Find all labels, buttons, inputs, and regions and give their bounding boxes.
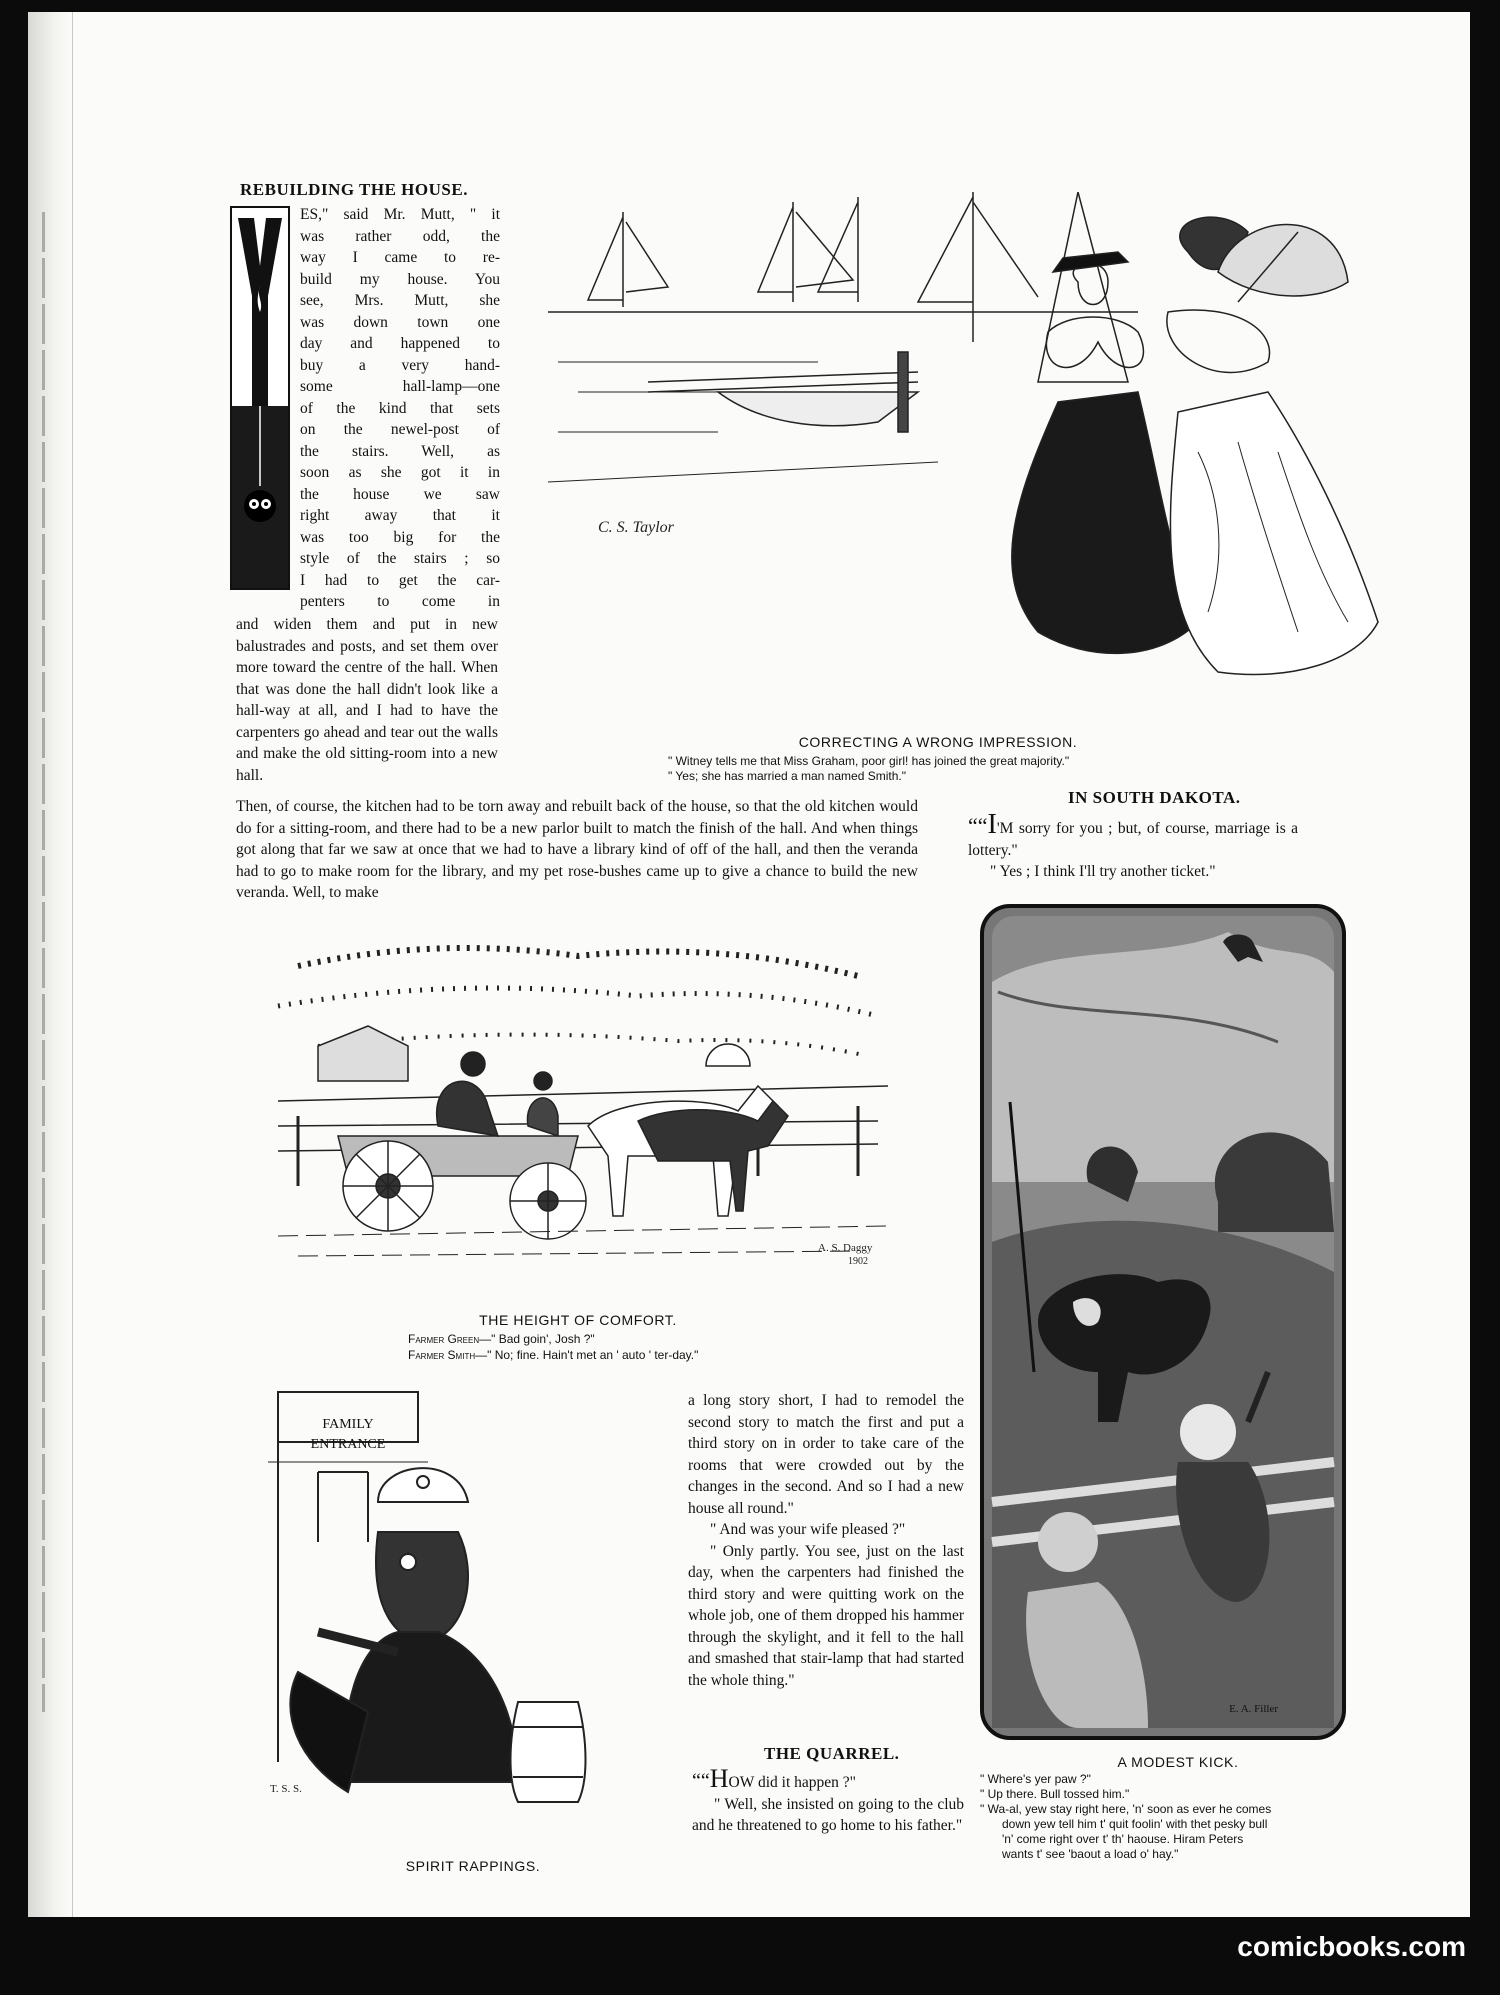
article-column-1-continued — [236, 614, 498, 786]
text-line: style of the stairs ; so — [300, 550, 500, 567]
speech-text: —" No; fine. Hain't met an ' auto ' ter-day." — [475, 1348, 699, 1362]
open-quote: ““ — [692, 1770, 710, 1792]
text-line: see, Mrs. Mutt, she — [300, 292, 500, 309]
dialogue-line — [968, 809, 1298, 861]
caption-title: SPIRIT RAPPINGS. — [405, 1858, 541, 1874]
open-quote: ““ — [968, 813, 988, 838]
watermark: comicbooks.com — [1237, 1931, 1466, 1962]
caption-line: " Yes; she has married a man named Smith." — [668, 769, 906, 783]
dialogue-line: " Well, she insisted on going to the club and he threatened to go home to his father." — [692, 1795, 964, 1834]
illustration-signature: C. S. Taylor — [598, 519, 674, 536]
paragraph: " And was your wife pleased ?" — [710, 1521, 906, 1538]
text-line: day and happened to — [300, 335, 500, 352]
illustration-spirit-rappings — [258, 1382, 658, 1822]
sign-line-1: FAMILY — [322, 1417, 374, 1432]
text-line: the stairs. Well, as — [300, 442, 500, 460]
caption-line — [408, 1332, 928, 1347]
drop-cap-y-icon — [230, 206, 290, 590]
section-title-south-dakota: IN SOUTH DAKOTA. — [1068, 788, 1241, 807]
illustration-signature: T. S. S. — [270, 1783, 302, 1795]
speaker-name: Farmer Green — [408, 1332, 480, 1346]
dialogue-cap: I — [987, 809, 997, 840]
text-line: penters to come in — [300, 593, 500, 610]
caption-line: " Up there. Bull tossed him." — [980, 1787, 1130, 1801]
text-line: ES," said Mr. Mutt, " it — [300, 206, 500, 223]
dialogue-line: " Yes ; I think I'll try another ticket." — [990, 863, 1216, 880]
article-column-1 — [300, 204, 500, 613]
caption-line: " Witney tells me that Miss Graham, poor girl! has joined the great majority." — [668, 754, 1070, 768]
caption-title: A MODEST KICK. — [1117, 1754, 1239, 1770]
caption-dialogue — [980, 1772, 1370, 1862]
dialogue-text: OW did it happen ?" — [728, 1774, 856, 1791]
text-line: right away that it — [300, 507, 500, 524]
page-spine — [28, 12, 73, 1917]
article-wide-paragraph — [236, 796, 918, 904]
paragraph: Then, of course, the kitchen had to be torn away and rebuilt back of the house, so that the old kitchen would do for a sitting-room, and there had to be a new parlor built to match the finish of the hall. And when things got along that far we saw at once that we had to have a library kind of off of the hall, and then the veranda had to go to make room for the library, and my pet rose-bushes came up to give a chance to build the new veranda. Well, to make — [236, 798, 918, 901]
dialogue-text: 'M sorry for you ; but, of course, marriage is a lottery." — [968, 820, 1298, 859]
article-continued — [688, 1390, 964, 1691]
dialogue-cap: H — [709, 1764, 729, 1793]
caption-line: wants t' see 'baout a load o' hay." — [1002, 1847, 1179, 1861]
text-line: I had to get the car- — [300, 571, 500, 589]
text-line: buy a very hand- — [300, 356, 500, 374]
dialogue-line — [692, 1764, 964, 1794]
article-title: REBUILDING THE HOUSE. — [240, 180, 468, 199]
caption-line: " Wa-al, yew stay right here, 'n' soon as ever he comes — [980, 1802, 1272, 1816]
caption-line: down yew tell him t' quit foolin' with thet pesky bull — [1002, 1817, 1268, 1831]
illustration-signature: E. A. Filler — [1229, 1703, 1278, 1715]
text-line: way I came to re- — [300, 249, 500, 266]
caption-line — [408, 1348, 928, 1363]
illustration-height-of-comfort — [258, 936, 908, 1281]
illustration-modest-kick — [978, 902, 1348, 1742]
quarrel-joke — [692, 1764, 964, 1837]
caption-title: CORRECTING A WRONG IMPRESSION. — [798, 734, 1078, 750]
paragraph: a long story short, I had to remodel the second story to match the first and put a third story on in order to take care of the rooms that were crowded out by the changes in the second. And so I had a new house all round." — [688, 1392, 964, 1517]
text-line: build my house. You — [300, 270, 500, 288]
text-line: some hall-lamp—one — [300, 378, 500, 395]
illustration-correcting-impression — [518, 192, 1388, 692]
speaker-name: Farmer Smith — [408, 1348, 476, 1362]
caption-line: 'n' come right over t' th' haouse. Hiram Peters — [1002, 1832, 1244, 1846]
text-line: was down town one — [300, 313, 500, 331]
drop-cap-illustration — [230, 206, 290, 590]
magazine-page — [28, 12, 1470, 1917]
sailboat-ladies-drawing — [518, 192, 1388, 692]
section-title-quarrel: THE QUARREL. — [764, 1744, 900, 1763]
text-line: was rather odd, the — [300, 227, 500, 245]
speech-text: —" Bad goin', Josh ?" — [479, 1332, 595, 1346]
text-line: soon as she got it in — [300, 464, 500, 481]
bull-field-drawing — [978, 902, 1348, 1742]
farmers-cart-drawing — [258, 936, 908, 1281]
paragraph: " Only partly. You see, just on the last day, when the carpenters had finished the third story and were quitting work on the whole job, one of them dropped his hammer through the skylight, and it fell to the hall and smashed that stair-lamp that had started the whole thing." — [688, 1542, 964, 1689]
caption-line: " Where's yer paw ?" — [980, 1772, 1091, 1786]
policeman-door-drawing — [258, 1382, 658, 1822]
text-line: of the kind that sets — [300, 399, 500, 417]
text-line: on the newel-post of — [300, 421, 500, 438]
text-line: the house we saw — [300, 485, 500, 503]
binding-stitch — [42, 212, 45, 1712]
sign-line-2: ENTRANCE — [310, 1437, 386, 1452]
illustration-signature: A. S. Daggy — [818, 1242, 873, 1254]
illustration-year: 1902 — [848, 1256, 868, 1267]
caption-title: THE HEIGHT OF COMFORT. — [479, 1312, 677, 1328]
text-line: was too big for the — [300, 528, 500, 546]
south-dakota-joke — [968, 809, 1298, 883]
paragraph: and widen them and put in new balustrades and posts, and set them over more toward the centre of the hall. When that was done the hall didn't look like a hall-way at all, and I had to have the carpenters go ahead and tear out the walls and make the old sitting-room into a new hall. — [236, 616, 498, 784]
